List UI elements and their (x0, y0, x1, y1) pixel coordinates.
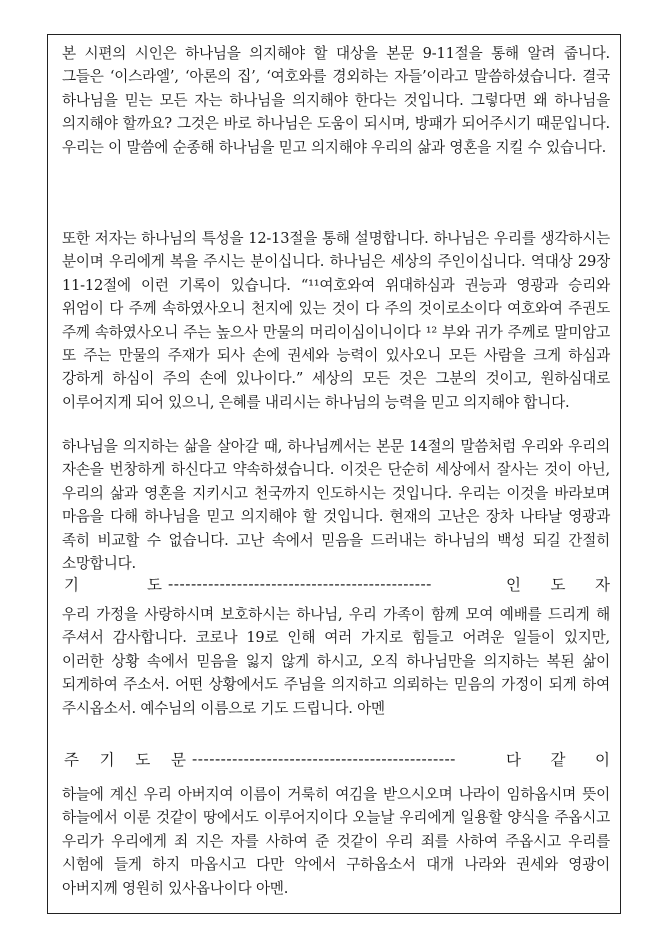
lords-prayer-heading (64, 746, 610, 772)
prayer-heading-label: 기 도 (64, 576, 162, 594)
lords-prayer-heading-dashes: ---------------------------------------------- (192, 750, 456, 768)
lords-prayer-heading-label: 주 기 도 문 (64, 751, 186, 769)
prayer-heading (64, 571, 610, 597)
paragraph-intro: 본 시편의 시인은 하나님을 의지해야 할 대상을 본문 9-11절을 통해 알려 줍니다. 그들은 ‘이스라엘’, ‘아론의 집’, ‘여호와를 경외하는 자들’이라고 말씀하셨습니다. 결국 하나님을 믿는 모든 자는 하나님을 의지해야 한다는 것입니다. 그렇다면 왜 하나님을 의지해야 할까요? 그것은 바로 하나님은 도움이 되시며, 방패가 되어주시기 때문입니다. 우리는 이 말씀에 순종해 하나님을 믿고 의지해야 우리의 삶과 영혼을 지킬 수 있습니다. (62, 45, 610, 156)
paragraph-lords-prayer: 하늘에 계신 우리 아버지여 이름이 거룩히 여김을 받으시오며 나라이 임하옵시며 뜻이 하늘에서 이룬 것같이 땅에서도 이루어지이다 오늘날 우리에게 일용할 양식을 주옵시고 우리가 우리에게 죄 지은 자를 사하여 준 것같이 우리 죄를 사하여 주옵시고 우리를 시험에 들게 하지 마옵시고 다만 악에서 구하옵소서 대개 나라와 권세와 영광이 아버지께 영원히 있사옵나이다 아멘. (62, 786, 610, 897)
paragraph-prayer: 우리 가정을 사랑하시며 보호하시는 하나님, 우리 가족이 함께 모여 예배를 드리게 해 주셔서 감사합니다. 코로나 19로 인해 여러 가지로 힘들고 어려운 일들이 있지만, 이러한 상황 속에서 믿음을 잃지 않게 하시고, 오직 하나님만을 의지하는 복된 삶이 되게하여 주소서. 어떤 상황에서도 주님을 의지하고 의뢰하는 믿음의 가정이 되게 하여 주시옵소서. 예수님의 이름으로 기도 드립니다. 아멘 (62, 606, 610, 717)
prayer-leader-label: 인 도 자 (506, 576, 610, 594)
paragraph-characteristics: 또한 저자는 하나님의 특성을 12-13절을 통해 설명합니다. 하나님은 우리를 생각하시는 분이며 우리에게 복을 주시는 분이십니다. 하나님은 세상의 주인이십니다. 역대상 29장 11-12절에 이런 기록이 있습니다. “¹¹여호와여 위대하심과 권능과 영광과 승리와 위엄이 다 주께 속하였사오니 천지에 있는 것이 다 주의 것이로소이다 여호와여 주권도 주께 속하였사오니 주는 높으사 만물의 머리이심이니이다 ¹² 부와 귀가 주께로 말미암고 또 주는 만물의 주재가 되사 손에 권세와 능력이 있사오니 모든 사람을 크게 하심과 강하게 하심이 주의 손에 있나이다.” 세상의 모든 것은 그분의 것이고, 원하심대로 이루어지게 되어 있으니, 은혜를 내리시는 하나님의 능력을 믿고 의지해야 합니다. (62, 230, 610, 411)
paragraph-promise: 하나님을 의지하는 삶을 살아갈 때, 하나님께서는 본문 14절의 말씀처럼 우리와 우리의 자손을 번창하게 하신다고 약속하셨습니다. 이것은 단순히 세상에서 잘사는 것이 아닌, 우리의 삶과 영혼을 지키시고 천국까지 인도하시는 것입니다. 우리는 이것을 바라보며 마음을 다해 하나님을 믿고 의지해야 할 것입니다. 현재의 고난은 장차 나타날 영광과 족히 비교할 수 없습니다. 고난 속에서 믿음을 드러내는 하나님의 백성 되길 간절히 소망합니다. (62, 438, 610, 573)
prayer-heading-dashes: ---------------------------------------------- (168, 575, 432, 593)
lords-prayer-leader-label: 다 같 이 (506, 751, 610, 769)
